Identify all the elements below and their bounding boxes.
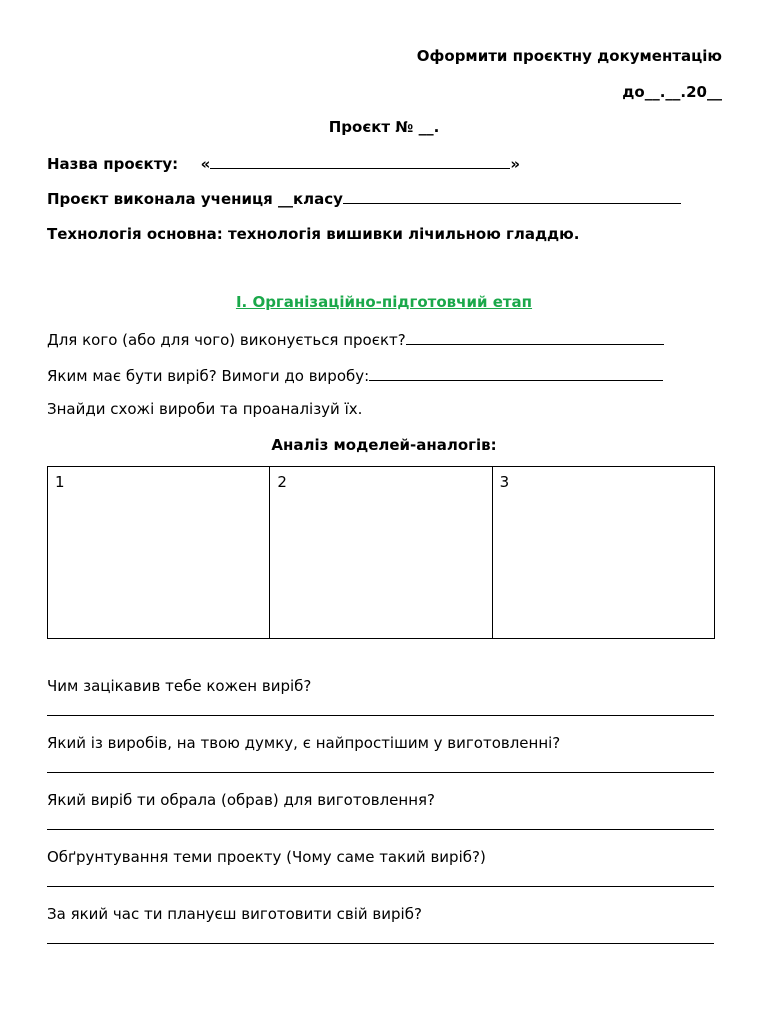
answer-line-justification[interactable] (47, 886, 714, 887)
analog-cell-2[interactable] (270, 467, 492, 639)
project-name-row (47, 154, 520, 173)
close-quote: » (510, 155, 521, 173)
student-name-blank[interactable] (343, 189, 681, 204)
analog-cell-number: 3 (499, 473, 510, 491)
requirements-question: Яким має бути виріб? Вимоги до виробу: (47, 367, 370, 385)
question-justification: Обґрунтування теми проекту (Чому саме такий виріб?) (47, 848, 486, 866)
student-row (47, 189, 681, 208)
answer-line-simplest[interactable] (47, 772, 714, 773)
analog-cell-1[interactable] (48, 467, 270, 639)
deadline-title: Оформити проєктну документацію (416, 47, 722, 65)
for-whom-blank[interactable] (406, 330, 664, 345)
answer-line-timeframe[interactable] (47, 943, 714, 944)
project-name-label: Назва проєкту: (47, 155, 179, 173)
analogs-title: Аналіз моделей-аналогів: (271, 436, 497, 454)
analogs-table (47, 466, 715, 639)
question-simplest: Який із виробів, на твою думку, є найпростішим у виготовленні? (47, 734, 561, 752)
analog-cell-number: 2 (277, 473, 287, 491)
analog-cell-number: 1 (55, 473, 65, 491)
project-name-blank[interactable] (210, 154, 510, 169)
find-similar-text: Знайди схожі вироби та проаналізуй їх. (47, 400, 363, 418)
question-timeframe: За який час ти плануєш виготовити свій виріб? (47, 905, 422, 923)
analog-cell-3[interactable] (492, 467, 714, 639)
answer-line-interest[interactable] (47, 715, 714, 716)
technology-text: Технологія основна: технологія вишивки лічильною гладдю. (47, 225, 580, 243)
stage-title: І. Організаційно-підготовчий етап (235, 293, 533, 311)
requirements-blank[interactable] (369, 366, 663, 381)
open-quote: « (200, 155, 211, 173)
question-interest: Чим зацікавив тебе кожен виріб? (47, 677, 312, 695)
requirements-row (47, 366, 663, 385)
question-chosen: Який виріб ти обрала (обрав) для виготовлення? (47, 791, 436, 809)
for-whom-row (47, 330, 664, 349)
student-text: Проєкт виконала учениця __класу (47, 190, 343, 208)
deadline-date: до__.__.20__ (622, 83, 722, 101)
for-whom-question: Для кого (або для чого) виконується проєкт? (47, 331, 406, 349)
project-number: Проєкт № __. (328, 118, 440, 136)
answer-line-chosen[interactable] (47, 829, 714, 830)
